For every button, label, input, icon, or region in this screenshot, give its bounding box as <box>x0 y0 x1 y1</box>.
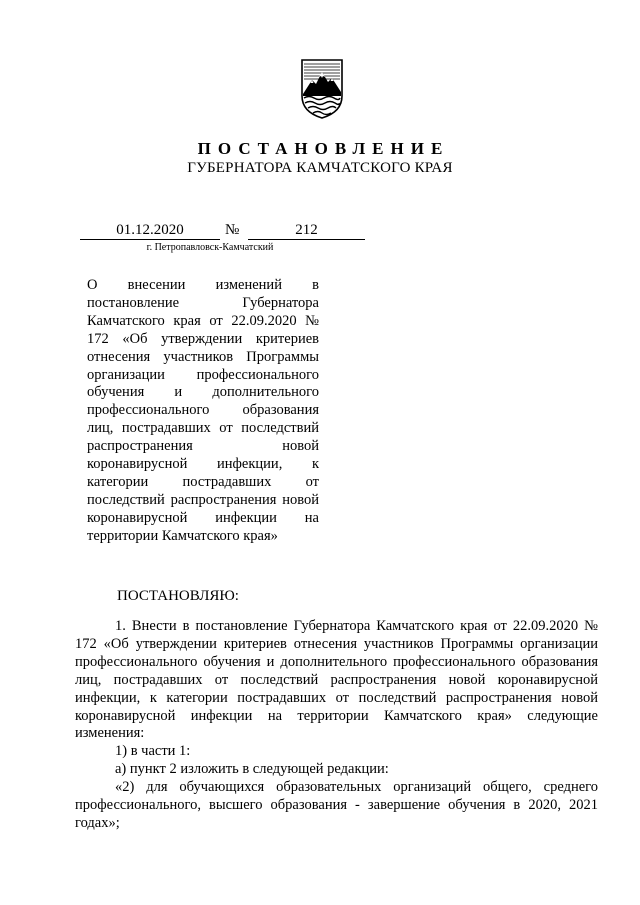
document-date: 01.12.2020 <box>80 221 220 240</box>
decree-word: ПОСТАНОВЛЯЮ: <box>117 588 239 604</box>
body-paragraph-4: «2) для обучающихся образовательных организаций общего, среднего профессионального, высшего образования - завершение обучения в 2020, 2021 годах»; <box>75 779 598 831</box>
body-paragraph-2: 1) в части 1: <box>115 743 191 760</box>
body-paragraph-1: 1. Внести в постановление Губернатора Камчатского края от 22.09.2020 № 172 «Об утверждении критериев отнесения участников Программы организации профессионального обучения и дополнительного профессионального образования лиц, пострадавших от последствий распространения новой коронавирусной инфекции, к категории пострадавших от последствий распространения новой коронавирусной инфекции на территории Камчатского края» следующие изменения: <box>75 618 598 742</box>
document-subject: О внесении изменений в постановление Губернатора Камчатского края от 22.09.2020 № 172 «Об утверждении критериев отнесения участников Программы организации профессионального обучения и дополнительного профессионального образования лиц, пострадавших от последствий распространения новой коронавирусной инфекции, к категории пострадавших от последствий распространения новой коронавирусной инфекции на территории Камчатского края» <box>87 277 319 544</box>
document-subtitle: ГУБЕРНАТОРА КАМЧАТСКОГО КРАЯ <box>187 160 453 176</box>
kamchatka-coat-of-arms-icon <box>300 58 344 120</box>
number-sign: № <box>225 222 240 238</box>
document-city: г. Петропавловск-Камчатский <box>146 242 274 253</box>
document-title: ПОСТАНОВЛЕНИЕ <box>197 139 450 158</box>
document-number: 212 <box>248 221 365 240</box>
document-body <box>75 618 598 833</box>
body-paragraph-3: а) пункт 2 изложить в следующей редакции: <box>115 761 389 778</box>
document-meta <box>80 221 370 241</box>
